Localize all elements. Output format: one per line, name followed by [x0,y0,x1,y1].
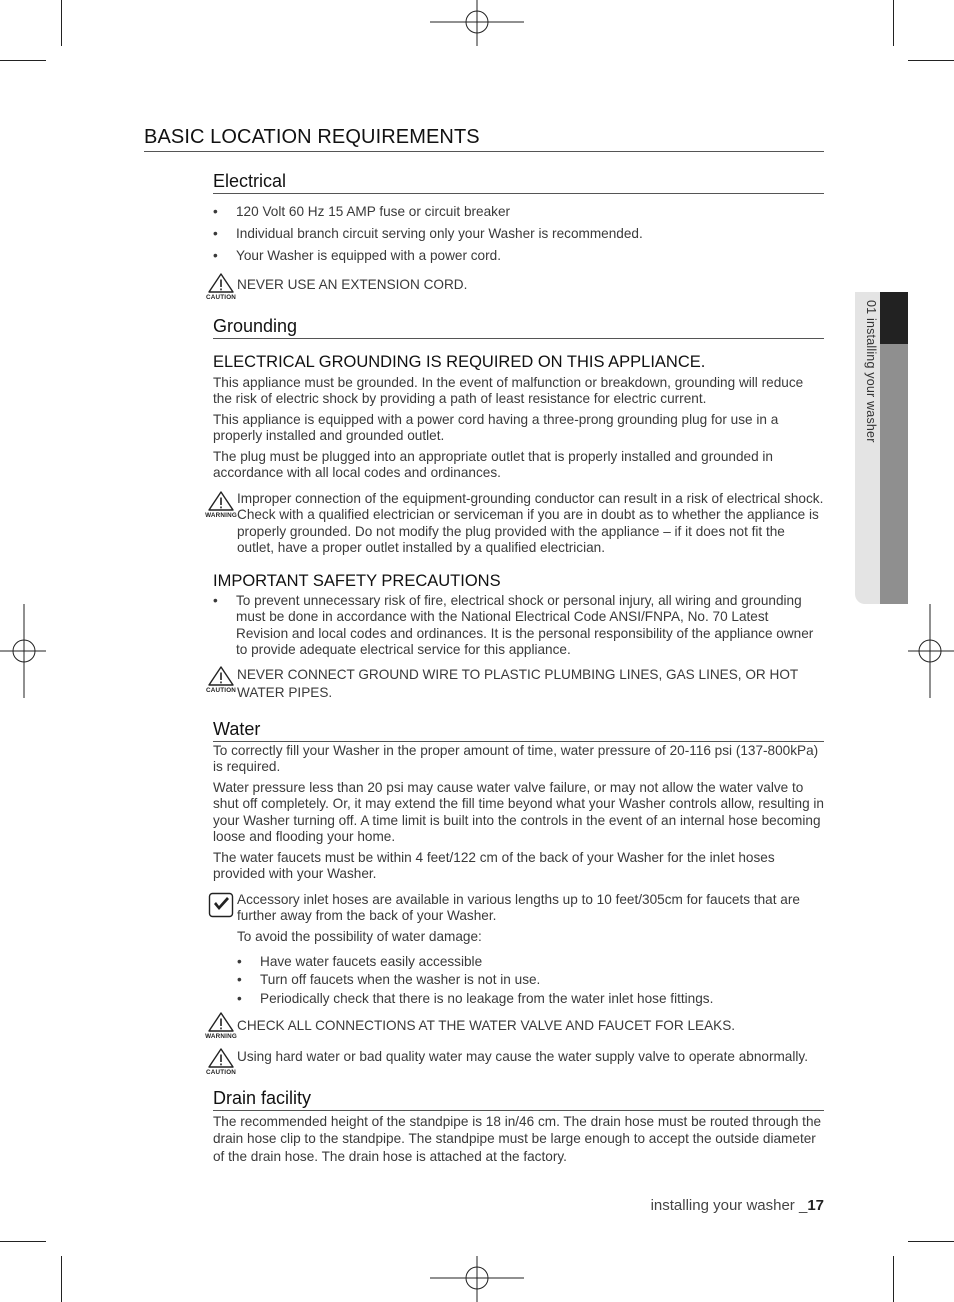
paragraph: The recommended height of the standpipe is 18 in/46 cm. The drain hose must be routed through the drain hose clip to the standpipe. The standpipe must be large enough to accept the outside diameter of the drain hose. The drain hose is attached at the factory. [213,1113,822,1164]
caution-symbol [205,666,237,694]
note-pencil-icon [208,892,234,918]
section-heading-grounding: Grounding [213,315,824,339]
section-heading-drain: Drain facility [213,1087,824,1111]
warning-label: WARNING [205,511,237,519]
footer-text: installing your washer _ [650,1197,808,1214]
warning-label: WARNING [205,1032,237,1040]
warning-symbol [205,491,237,519]
crop-mark [893,1256,894,1302]
page-number: 17 [807,1197,824,1214]
registration-mark-icon [0,604,46,698]
note-notice [213,892,824,1008]
note-list [237,954,824,1008]
page-title: BASIC LOCATION REQUIREMENTS [144,126,824,152]
caution-text: NEVER CONNECT GROUND WIRE TO PLASTIC PLUMBING LINES, GAS LINES, OR HOT WATER PIPES. [237,666,798,700]
crop-mark [61,0,62,46]
caution-text: NEVER USE AN EXTENSION CORD. [237,276,468,292]
subheading-grounding-required: ELECTRICAL GROUNDING IS REQUIRED ON THIS APPLIANCE. [213,352,706,371]
caution-notice [205,1048,824,1076]
caution-label: CAUTION [205,1068,237,1076]
paragraph: To correctly fill your Washer in the proper amount of time, water pressure of 20-116 psi (137-800kPa) is required. [213,742,819,774]
paragraph: This appliance is equipped with a power cord having a three-prong grounding plug for use in a properly installed and grounded outlet. [213,411,779,443]
paragraph: The water faucets must be within 4 feet/122 cm of the back of your Washer for the inlet hoses provided with your Washer. [213,849,775,881]
caution-icon [208,666,234,686]
safety-list [213,593,824,659]
warning-text: CHECK ALL CONNECTIONS AT THE WATER VALVE AND FAUCET FOR LEAKS. [237,1017,736,1033]
caution-text: Using hard water or bad quality water may cause the water supply valve to operate abnormally. [237,1048,808,1064]
registration-mark-icon [908,604,954,698]
crop-mark [61,1256,62,1302]
warning-notice [205,490,824,557]
list-item: • Individual branch circuit serving only your Washer is recommended. [213,226,824,243]
list-item: • To prevent unnecessary risk of fire, electrical shock or personal injury, all wiring and grounding must be done in accordance with the National Electrical Code ANSI/FNPA, No. 70 Latest Revision and local codes and ordinances. It is the personal responsibility of the appliance owner to provide adequate electrical service for this appliance. [213,593,824,659]
registration-mark-icon [430,1256,524,1302]
crop-mark [893,0,894,46]
paragraph: This appliance must be grounded. In the event of malfunction or breakdown, grounding will reduce the risk of electric shock by providing a path of least resistance for electric current. [213,374,804,406]
caution-label: CAUTION [205,686,237,694]
note-symbol [205,892,237,918]
caution-icon [208,1048,234,1068]
caution-symbol [205,273,237,301]
chapter-tab-marker [880,292,908,344]
warning-notice [205,1012,824,1040]
section-heading-electrical: Electrical [213,170,824,194]
list-item: • Your Washer is equipped with a power cord. [213,248,824,265]
electrical-list [213,204,824,265]
paragraph: Water pressure less than 20 psi may cause water valve failure, or may not allow the water valve to shut off completely. Or, it may extend the fill time beyond what your Washer controls allow, resulting in your Washer turning off. A time limit is built into the controls in the event of an internal hose becoming loose and flooding your home. [213,779,824,844]
paragraph: The plug must be plugged into an appropriate outlet that is properly installed and grounded in accordance with all local codes and ordinances. [213,448,773,480]
chapter-tab-bar [880,344,908,604]
crop-mark [0,1241,46,1242]
list-item: • Have water faucets easily accessible [237,954,824,971]
caution-notice [205,273,824,301]
list-item: • Turn off faucets when the washer is not in use. [237,972,824,989]
warning-text: Improper connection of the equipment-grounding conductor can result in a risk of electrical shock. Check with a qualified electrician or serviceman if you are in doubt as to whether the appliance is properly grounded. Do not modify the plug provided with the appliance – if it does not fit the outlet, have a proper outlet installed by a qualified electrician. [237,490,824,555]
warning-icon [208,1012,234,1032]
registration-mark-icon [430,0,524,46]
list-item: • 120 Volt 60 Hz 15 AMP fuse or circuit breaker [213,204,824,221]
caution-icon [208,273,234,293]
crop-mark [0,60,46,61]
list-item: • Periodically check that there is no leakage from the water inlet hose fittings. [237,991,824,1008]
note-content [237,892,824,1008]
crop-mark [908,60,954,61]
caution-symbol [205,1048,237,1076]
section-heading-water: Water [213,718,824,742]
crop-mark [908,1241,954,1242]
caution-label: CAUTION [205,293,237,301]
note-text: To avoid the possibility of water damage: [237,928,482,944]
page-footer [651,1197,824,1214]
warning-symbol [205,1012,237,1040]
main-content [205,170,824,1165]
note-text: Accessory inlet hoses are available in various lengths up to 10 feet/305cm for faucets that are further away from the back of your Washer. [237,891,800,923]
warning-icon [208,491,234,511]
caution-notice [205,666,824,702]
subheading-safety-precautions: IMPORTANT SAFETY PRECAUTIONS [213,571,501,590]
chapter-tab-label: 01 installing your washer [864,300,878,443]
